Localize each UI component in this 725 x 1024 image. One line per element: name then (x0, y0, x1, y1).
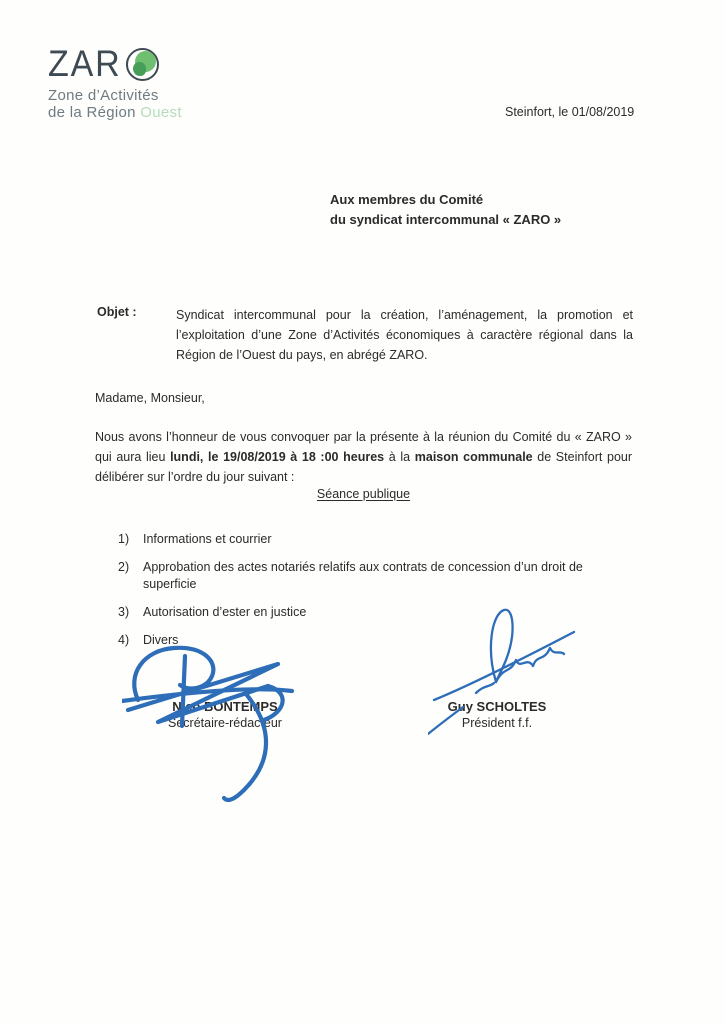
tree-in-o-icon (126, 48, 159, 81)
agenda-text: Approbation des actes notariés relatifs aux contrats de concession d’un droit de superficie (143, 560, 583, 591)
recipient-line1: Aux membres du Comité (330, 192, 484, 207)
agenda-num: 4) (118, 633, 130, 647)
secretary-name: Nico BONTEMPS (172, 699, 278, 714)
agenda-text: Informations et courrier (143, 532, 272, 546)
para-part2: à la (384, 450, 415, 464)
agenda-num: 1) (118, 532, 130, 546)
agenda-text: Autorisation d’ester en justice (143, 605, 307, 619)
agenda-item-4 (118, 632, 632, 649)
section-heading-text: Séance publique (316, 487, 411, 501)
agenda-num: 3) (118, 605, 130, 619)
body-paragraph (95, 427, 632, 487)
agenda-text: Divers (143, 633, 179, 647)
agenda-item-2 (118, 559, 632, 593)
para-bold-location: maison communale (414, 450, 533, 464)
agenda-list (118, 531, 632, 660)
leaf-dark-shape (133, 62, 146, 76)
zaro-logo (48, 45, 182, 121)
subject-row (97, 305, 633, 365)
agenda-item-1 (118, 531, 632, 548)
logo-letters: ZAR (48, 43, 122, 84)
para-part3: de Steinfort pour délibérer sur l’ordre du jour suivant : (95, 450, 633, 484)
logo-tagline-line2 (48, 104, 182, 121)
recipient-block (330, 190, 561, 230)
salutation: Madame, Monsieur, (95, 391, 205, 405)
section-heading (95, 487, 632, 501)
secretary-title: Secrétaire-rédacteur (168, 716, 282, 730)
logo-tagline (48, 87, 182, 121)
agenda-num: 2) (118, 560, 130, 574)
logo-tagline-ouest: Ouest (140, 104, 182, 121)
president-title: Président f.f. (461, 716, 533, 730)
recipient-line2: du syndicat intercommunal « ZARO » (330, 212, 562, 227)
para-part1: Nous avons l’honneur de vous convoquer par la présente à la réunion du Comité du « ZARO » qui aura lieu (95, 430, 632, 464)
dateline: Steinfort, le 01/08/2019 (505, 105, 635, 119)
agenda-item-3 (118, 604, 632, 621)
subject-label: Objet : (97, 305, 137, 319)
signature-block-president (417, 699, 577, 731)
subject-text: Syndicat intercommunal pour la création, l’aménagement, la promotion et l’exploitation d’une Zone d’Activités économiques à caractère régional dans la Région de l’Ouest du pays, en abrégé ZARO. (176, 308, 633, 362)
logo-tagline-line2-prefix: de la Région (48, 104, 141, 121)
para-bold-datetime: lundi, le 19/08/2019 à 18 :00 heures (170, 450, 385, 464)
president-name: Guy SCHOLTES (447, 699, 547, 714)
logo-tagline-line1: Zone d’Activités (48, 87, 159, 104)
signature-block-secretary (145, 699, 305, 731)
logo-wordmark (48, 45, 182, 83)
